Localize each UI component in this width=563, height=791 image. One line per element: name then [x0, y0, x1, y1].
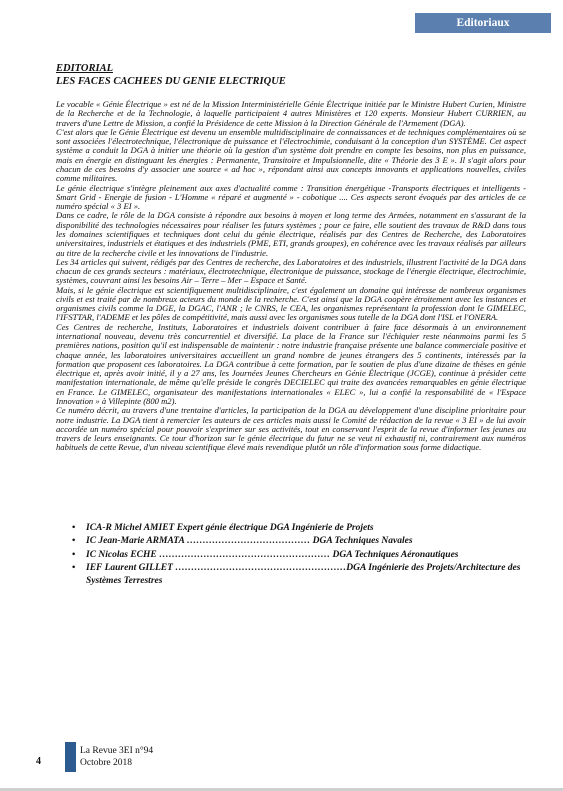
article-title: EDITORIAL: [56, 63, 113, 74]
page-number: 4: [36, 756, 41, 767]
article-body: [56, 100, 526, 453]
journal-name: La Revue 3EI n°94: [80, 746, 154, 756]
signatory-item: • IC Jean-Marie ARMATA ………………………………… DGA Techniques Navales: [72, 535, 532, 548]
issue-date: Octobre 2018: [80, 758, 132, 768]
paragraph: Dans ce cadre, le rôle de la DGA consiste à répondre aux besoins à moyen et long terme des Armées, notamment en s'assurant de la disponibilité des technologies nécessaires pour réaliser les futurs systèmes ; pour ce faire, elle soutient des travaux de R&D dans tous les domaines scientifiques et techniques dont celui du génie électrique, réalisés par des Centres de Recherche, des Laboratoires universitaires, industriels et étatiques et des industriels (PME, ETI, grands groupes), en cohérence avec les travaux réalisés par ailleurs au titre de la recherche civile et les innovations de l'industrie.: [56, 210, 526, 258]
signatory-item: • IC Nicolas ECHE ……………………………………………… DGA Techniques Aéronautiques: [72, 549, 532, 562]
paragraph: Le génie électrique s'intègre pleinement aux axes d'actualité comme : Transition énergétique -Transports électriques et intelligents - Smart Grid - Energie de fusion - L'Homme « réparé et augmenté » - cobotique .... Ces aspects seront évoqués par des articles de ce numéro spécial « 3 EI ».: [56, 182, 526, 212]
footer-info: [80, 745, 153, 769]
paragraph: Le vocable « Génie Électrique » est né de la Mission Interministérielle Génie Électrique initiée par le Ministre Hubert Curien, Ministre de la Recherche et de la Technologie, à laquelle participaient 4 autres Ministères et 120 experts. Monsieur Hubert CURRIEN, au travers d'une Lettre de Mission, a confié la Présidence de cette Mission à la Direction Générale de l'Armement (DGA).: [56, 99, 526, 128]
section-tab: Editoriaux: [415, 13, 551, 33]
article-subtitle: LES FACES CACHEES DU GENIE ELECTRIQUE: [56, 76, 286, 87]
paragraph: Les 34 articles qui suivent, rédigés par des Centres de recherche, des Laboratoires et des industriels, illustrent l'activité de la DGA dans chacun de ces grands secteurs : matériaux, électrotechnique, électronique de puissance, stockage de l'énergie électrique, électrochimie, systèmes, couvrant ainsi les besoins Air – Terre – Mer – Espace et Santé.: [56, 256, 526, 286]
signatories-list: [72, 522, 532, 588]
footer-accent-bar: [65, 742, 76, 772]
paragraph: Ces Centres de recherche, Instituts, Laboratoires et industriels doivent contribuer à faire face désormais à un environnement international nouveau, devenu très concurrentiel et diversifié. La place de la France sur l'échiquier reste néanmoins parmi les 5 premières nations, position qu'il est indispensable de maintenir : notre industrie française présente une balance commerciale positive et chaque année, les laboratoires universitaires accueillent un grand nombre de jeunes étrangers des 5 continents, intéressés par la formation que proposent ces laboratoires. La DGA contribue à cette formation, par le soutien de plus d'une dizaine de thèses en génie électrique et, après avoir initié, il y a 27 ans, les Journées Jeunes Chercheurs en Génie Électrique (JCGE), continue à présider cette manifestation internationale, de même qu'elle préside le congrès DECIELEC qui traite des avancées remarquables en génie électrique en France. Le GIMELEC, organisateur des manifestations internationales « ELEC », lui a confié la responsabilité de « l'Espace Innovation » à Villepinte (800 m2).: [56, 321, 526, 406]
signatory-item: • IEF Laurent GILLET ………………………………………………DGA Ingénierie des Projets/Architecture des Systèmes Terrestres: [72, 562, 532, 589]
article-titles: [56, 62, 526, 88]
paragraph: Ce numéro décrit, au travers d'une trentaine d'articles, la participation de la DGA au développement d'une discipline prioritaire pour notre industrie. La DGA tient à remercier les auteurs de ces articles mais aussi le Comité de rédaction de la revue « 3 EI » de lui avoir accordée un numéro spécial pour pouvoir s'exprimer sur ses activités, tout en conservant l'esprit de la revue d'informer les jeunes au travers de leurs enseignants. Ce tour d'horizon sur le génie électrique du futur ne se veut ni exhaustif ni, contrairement aux numéros habituels de cette Revue, d'un niveau scientifique élevé mais revendique plutôt un rôle d'information sous forme didactique.: [56, 405, 526, 453]
paragraph: Mais, si le génie électrique est scientifiquement multidisciplinaire, c'est également un domaine qui intéresse de nombreux organismes civils et est traité par de nombreux acteurs du monde de la recherche. C'est ainsi que la DGA coopère étroitement avec les instances et organismes civils comme la DGE, la DGAC, l'ANR ; le CNRS, le CEA, les organismes représentant la profession dont le GIMELEC, l'IFSTTAR, l'ADEME et les pôles de compétitivité, mais aussi avec les organismes sous tutelle de la DGA dont l'ISL et l'ONERA.: [56, 284, 526, 323]
signatory-item: • ICA-R Michel AMIET Expert génie électrique DGA Ingénierie de Projets: [72, 522, 532, 535]
paragraph: C'est alors que le Génie Électrique est devenu un ensemble multidisciplinaire de connaissances et de techniques complémentaires où se sont associées l'électrotechnique, l'électronique de puissance et l'électrochimie, conduisant à la conception d'un SYSTÈME. Cet aspect système a conduit la DGA à initier une théorie où la gestion d'un système doit prendre en compte les besoins, non plus en puissance, mais en énergie en distinguant les énergies : Permanente, Transitoire et Impulsionnelle, dite « Théorie des 3 E ». Il s'agit alors pour chacun de ces besoins d'y associer une source « ad hoc », répondant ainsi aux concepts innovants et applications nouvelles, civiles comme militaires.: [56, 126, 526, 184]
